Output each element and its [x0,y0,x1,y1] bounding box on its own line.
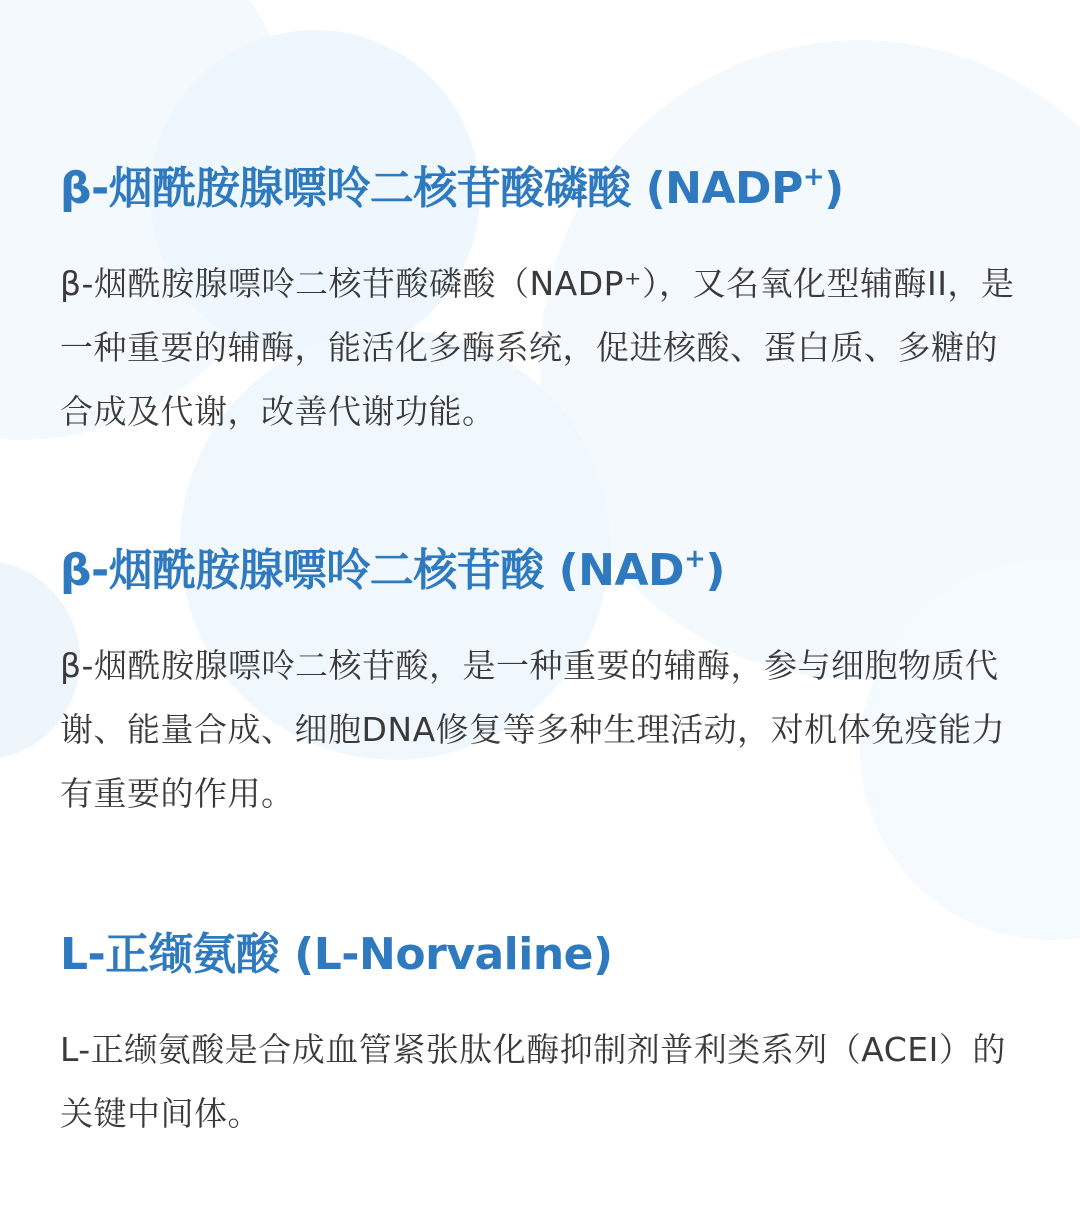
section-l-norvaline [60,922,1020,1146]
title-end: ) [824,163,844,214]
title-main: L-正缬氨酸 (L-Norvaline) [60,929,613,980]
title-superscript: + [684,544,706,574]
title-main: β-烟酰胺腺嘌呤二核苷酸 (NAD [60,545,685,596]
section-body: β-烟酰胺腺嘌呤二核苷酸磷酸（NADP⁺），又名氧化型辅酶II，是一种重要的辅酶，能活化多酶系统，促进核酸、蛋白质、多糖的合成及代谢，改善代谢功能。 [60,264,1015,431]
section-nad [60,538,1020,826]
section-title [60,156,1020,222]
title-main: β-烟酰胺腺嘌呤二核苷酸磷酸 (NADP [60,163,803,214]
section-body: L-正缬氨酸是合成血管紧张肽化酶抑制剂普利类系列（ACEI）的关键中间体。 [60,1030,1006,1133]
section-body: β-烟酰胺腺嘌呤二核苷酸，是一种重要的辅酶，参与细胞物质代谢、能量合成、细胞DNA修复等多种生理活动，对机体免疫能力有重要的作用。 [60,646,1006,813]
section-title [60,538,1020,604]
section-title [60,922,1020,988]
title-end: ) [705,545,725,596]
title-superscript: + [802,162,825,192]
section-nadp [60,156,1020,444]
